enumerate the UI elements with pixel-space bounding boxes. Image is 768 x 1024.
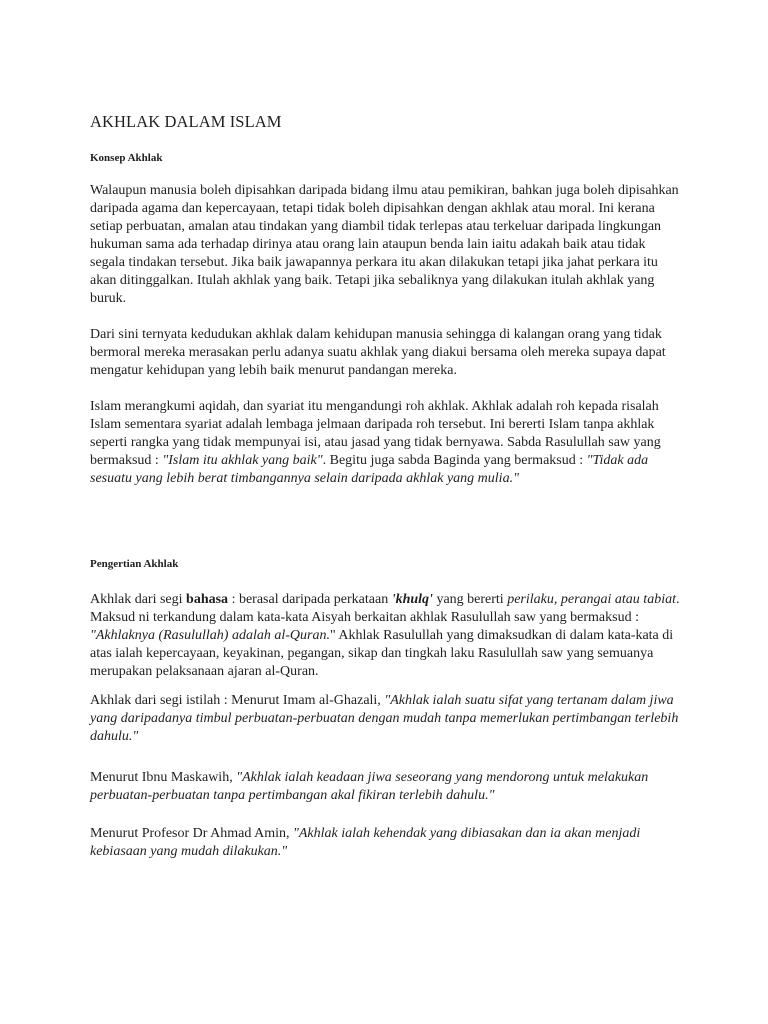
- paragraph-text: Akhlak dari segi istilah : Menurut Imam al-Ghazali,: [90, 693, 385, 708]
- bold-term: bahasa: [186, 592, 229, 607]
- paragraph-pengertian-4: [90, 825, 680, 861]
- paragraph-text: Menurut Profesor Dr Ahmad Amin,: [90, 826, 293, 841]
- paragraph-pengertian-3: [90, 769, 680, 805]
- paragraph-pengertian-1: [90, 591, 680, 681]
- hadith-quote: "Islam itu akhlak yang baik": [162, 453, 323, 468]
- paragraph-text: Islam merangkumi aqidah, dan syariat itu mengandungi roh akhlak. Akhlak adalah roh kepada risalah Islam sementara syariat adalah lembaga jelmaan daripada roh tersebut. Ini bererti Islam tanpa akhlak seperti rangka yang tidak mempunyai isi, atau jasad yang tidak bernyawa. Sabda Rasulullah saw yang bermaksud :: [90, 399, 661, 468]
- paragraph-text: . Begitu juga sabda Baginda yang bermaksud :: [322, 453, 587, 468]
- bold-term: 'khulq': [391, 592, 433, 607]
- section-heading-pengertian: Pengertian Akhlak: [90, 558, 179, 570]
- definition-quote: "Akhlak ialah suatu sifat yang tertanam dalam jiwa yang daripadanya timbul perbuatan-perbuatan dengan mudah tanpa memerlukan pertimbangan terlebih dahulu.": [90, 693, 679, 744]
- paragraph-text: : berasal daripada perkataan: [228, 592, 392, 607]
- paragraph-konsep-1: Walaupun manusia boleh dipisahkan daripada bidang ilmu atau pemikiran, bahkan juga boleh dipisahkan daripada agama dan kepercayaan, tetapi tidak boleh dipisahkan dengan akhlak atau moral. Ini kerana setiap perbuatan, amalan atau tindakan yang diambil tidak terlepas atau terkeluar daripada lingkungan hukuman sama ada terhadap dirinya atau orang lain ataupun benda lain iaitu adakah baik atau tidak segala tindakan tersebut. Jika baik jawapannya perkara itu akan dilakukan tetapi jika jahat perkara itu akan ditinggalkan. Itulah akhlak yang baik. Tetapi jika sebaliknya yang dilakukan itulah akhlak yang buruk.: [90, 183, 679, 306]
- paragraph-text: . Maksud ni terkandung dalam kata-kata Aisyah berkaitan akhlak Rasulullah saw yang bermaksud :: [90, 592, 680, 625]
- paragraph-konsep-3: [90, 398, 680, 488]
- italic-definition: perilaku, perangai atau tabiat: [507, 592, 676, 607]
- paragraph-text: Menurut Ibnu Maskawih,: [90, 770, 237, 785]
- paragraph-text: Dari sini ternyata kedudukan akhlak dalam kehidupan manusia sehingga di kalangan orang yang tidak bermoral mereka merasakan perlu adanya suatu akhlak yang diakui bersama oleh mereka supaya dapat mengatur kehidupan yang lebih baik menurut pandangan mereka.: [90, 327, 666, 378]
- hadith-quote: "Tidak ada sesuatu yang lebih berat timbangannya selain daripada akhlak yang mulia.": [90, 453, 649, 486]
- paragraph-pengertian-2: [90, 692, 680, 746]
- section-heading-konsep: Konsep Akhlak: [90, 152, 163, 164]
- definition-quote: "Akhlak ialah keadaan jiwa seseorang yang mendorong untuk melakukan perbuatan-perbuatan tanpa pertimbangan akal fikiran terlebih dahulu.": [90, 770, 649, 803]
- paragraph-text: Akhlak dari segi: [90, 592, 187, 607]
- definition-quote: "Akhlak ialah kehendak yang dibiasakan dan ia akan menjadi kebiasaan yang mudah dilakukan.": [90, 826, 641, 859]
- document-title: AKHLAK DALAM ISLAM: [90, 112, 282, 131]
- paragraph-text: " Akhlak Rasulullah yang dimaksudkan di dalam kata-kata di atas ialah kepercayaan, keyakinan, pegangan, sikap dan tingkah laku Rasulullah saw yang semuanya merupakan pelaksanaan ajaran al-Quran.: [90, 628, 674, 679]
- paragraph-text: yang bererti: [432, 592, 508, 607]
- paragraph-konsep-2: [90, 326, 680, 380]
- hadith-quote: "Akhlaknya (Rasulullah) adalah al-Quran.: [90, 628, 330, 643]
